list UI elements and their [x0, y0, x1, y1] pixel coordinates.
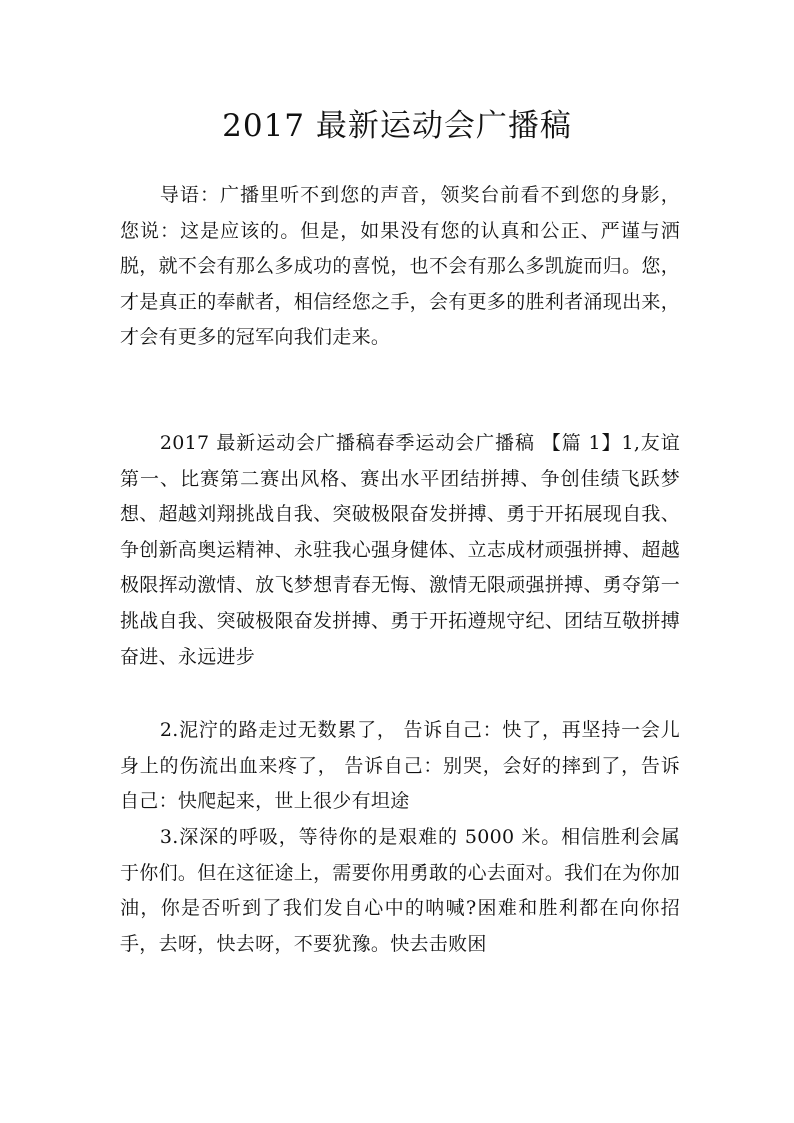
document-title: 2017 最新运动会广播稿 — [222, 108, 572, 144]
intro-paragraph: 导语：广播里听不到您的声音，领奖台前看不到您的身影，您说：这是应该的。但是，如果没有您的认真和公正、严谨与洒脱，就不会有那么多成功的喜悦，也不会有那么多凯旋而归。您，才是真正的奉献者，相信经您之手，会有更多的胜利者涌现出来，才会有更多的冠军向我们走来。 — [120, 184, 680, 349]
broadcast-paragraph-2: 2.泥泞的路走过无数累了， 告诉自己：快了，再坚持一会儿身上的伤流出血来疼了， 告诉自己：别哭，会好的摔到了，告诉自己：快爬起来，世上很少有坦途 — [120, 719, 680, 813]
slogans-paragraph: 2017 最新运动会广播稿春季运动会广播稿 【篇 1】1,友谊第一、比赛第二赛出风格、赛出水平团结拼搏、争创佳绩飞跃梦想、超越刘翔挑战自我、突破极限奋发拼搏、勇于开拓展现自我、争创新高奥运精神、永驻我心强身健体、立志成材顽强拼搏、超越极限挥动激情、放飞梦想青春无悔、激情无限顽强拼搏、勇夺第一挑战自我、突破极限奋发拼搏、勇于开拓遵规守纪、团结互敬拼搏奋进、永远进步 — [120, 432, 680, 668]
broadcast-paragraph-3: 3.深深的呼吸，等待你的是艰难的 5000 米。相信胜利会属于你们。但在这征途上，需要你用勇敢的心去面对。我们在为你加油，你是否听到了我们发自心中的呐喊?困难和胜利都在向你招手，去呀，快去呀，不要犹豫。快去击败困 — [120, 826, 680, 955]
